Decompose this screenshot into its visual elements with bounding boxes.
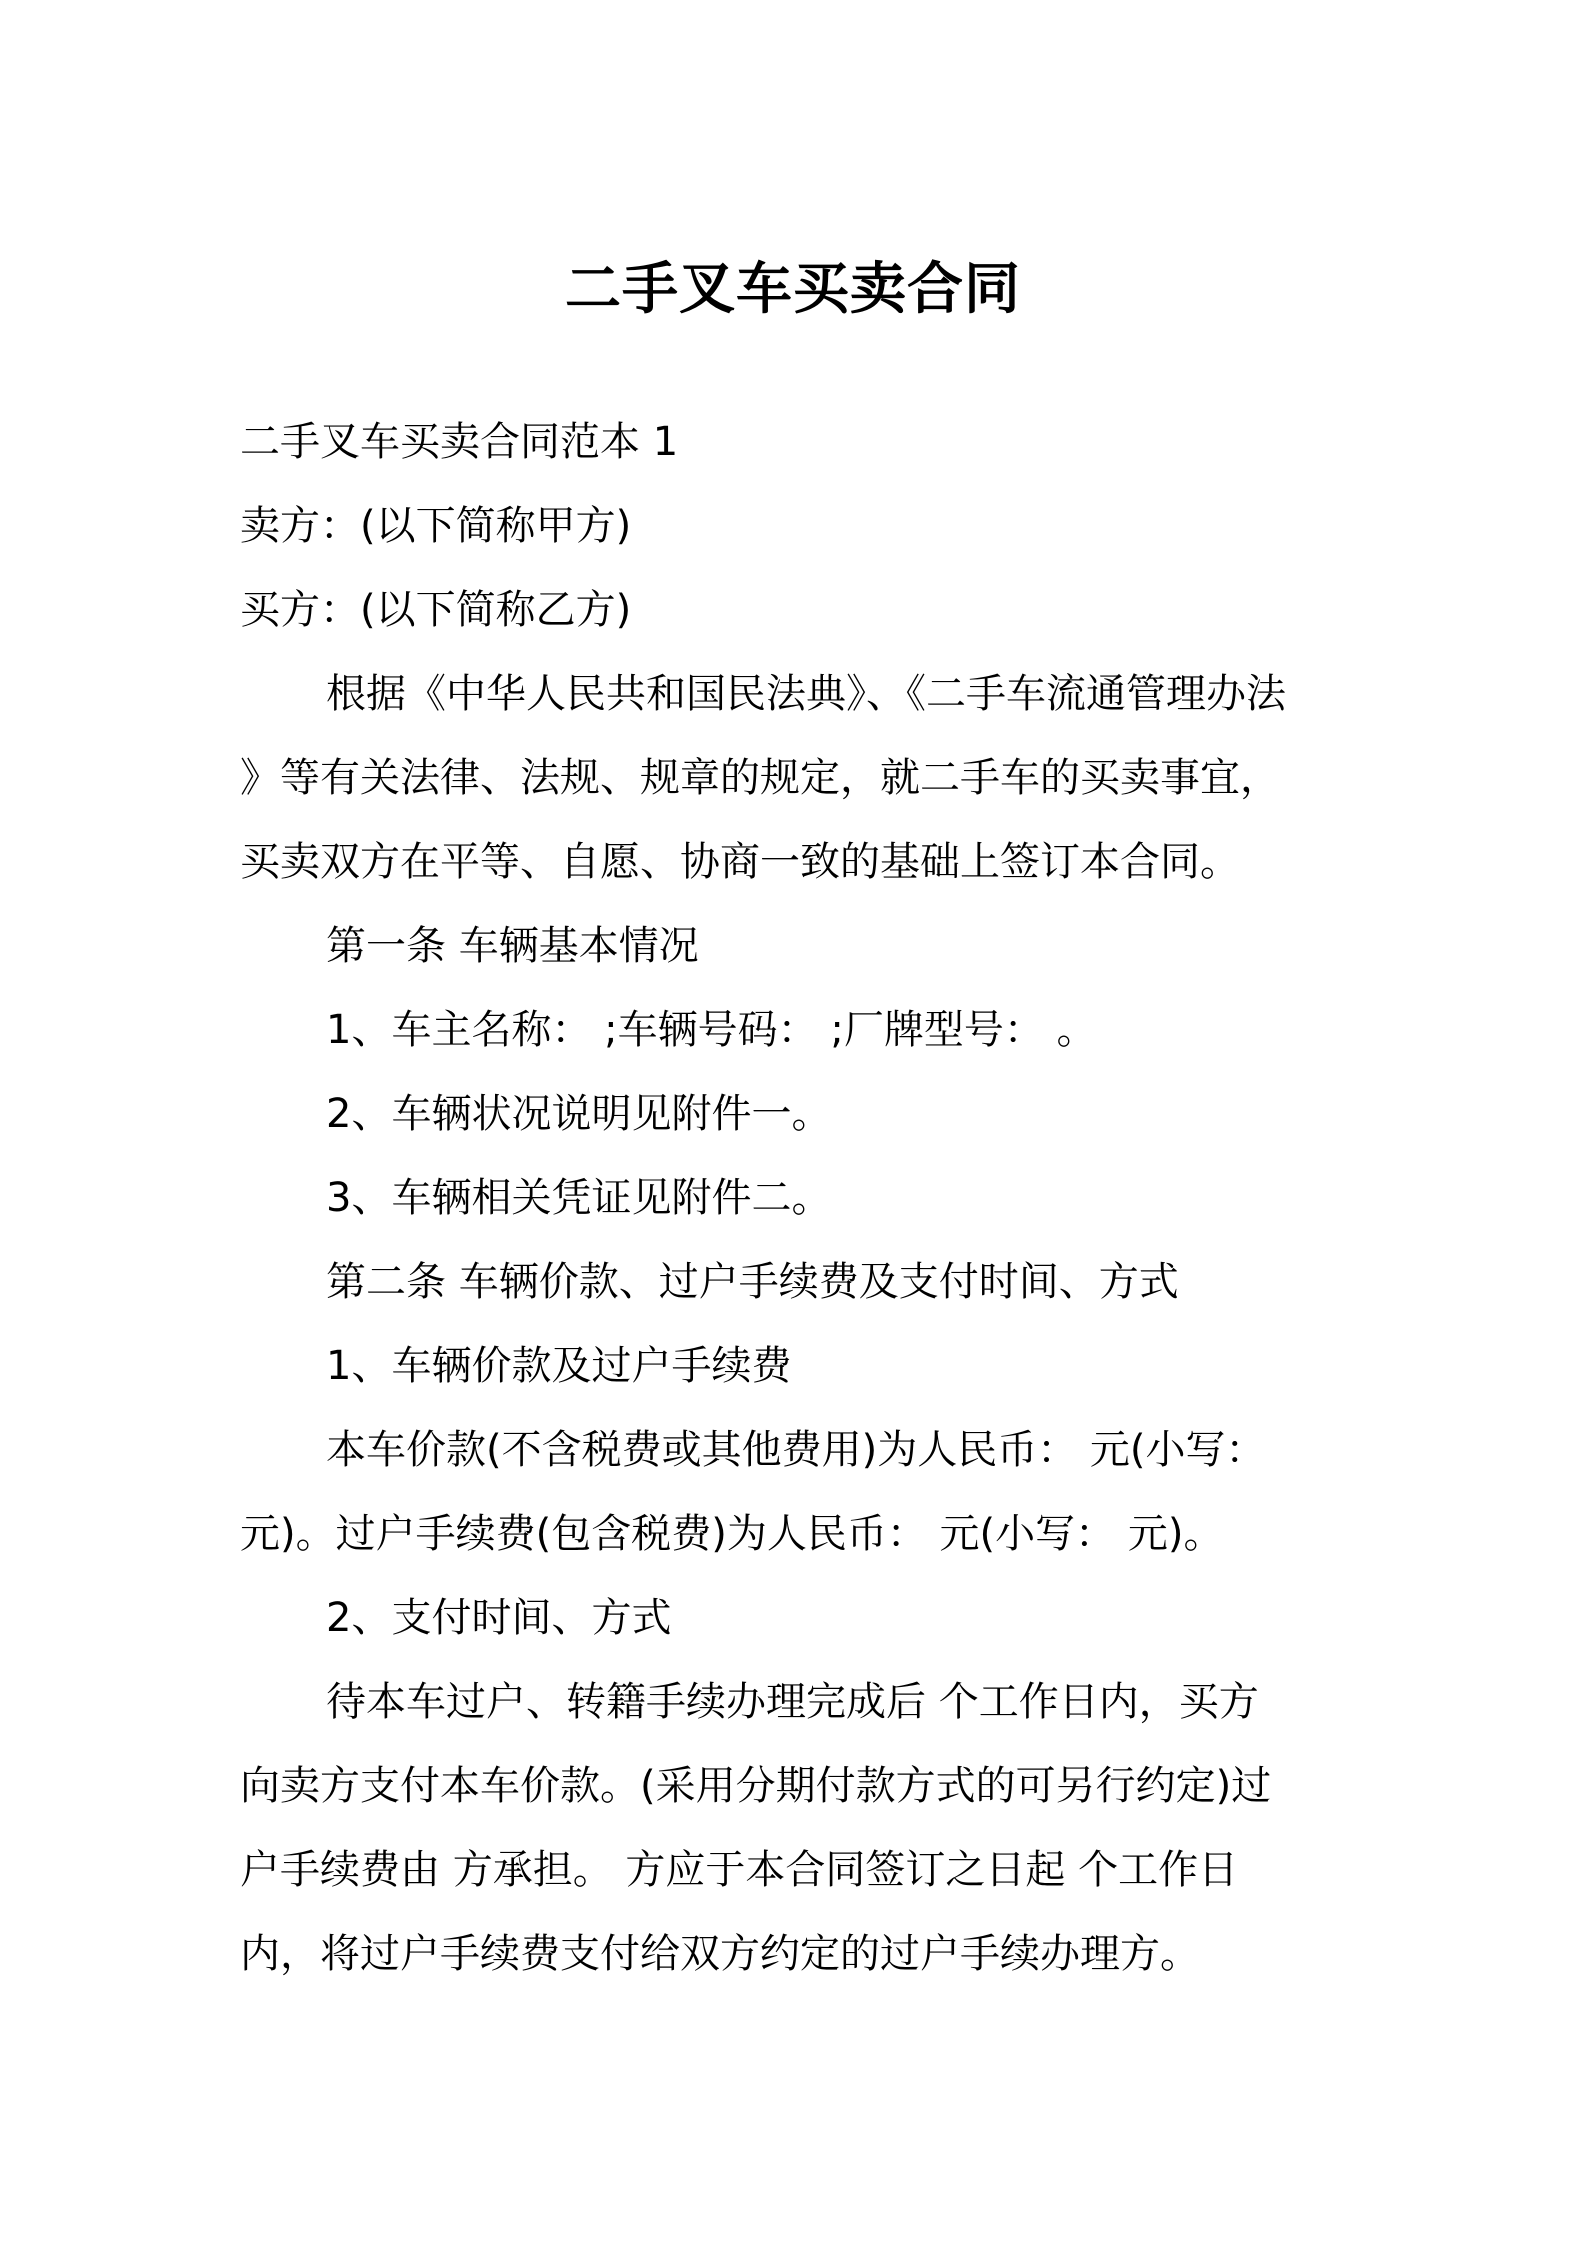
document-line: 向卖方支付本车价款。(采用分期付款方式的可另行约定)过	[240, 1763, 1272, 1809]
document-line: 第一条 车辆基本情况	[326, 923, 699, 969]
document-line: 根据《中华人民共和国民法典》、《二手车流通管理办法	[326, 671, 1286, 717]
document-line: 2、支付时间、方式	[326, 1595, 672, 1641]
document-line: 1、车辆价款及过户手续费	[326, 1343, 792, 1389]
document-line: 二手叉车买卖合同范本 1	[240, 419, 679, 465]
document-title: 二手叉车买卖合同	[565, 257, 1021, 322]
document-line: 》等有关法律、法规、规章的规定，就二手车的买卖事宜，	[240, 755, 1280, 801]
document-line: 元)。过户手续费(包含税费)为人民币： 元(小写： 元)。	[240, 1511, 1224, 1557]
document-line: 买卖双方在平等、自愿、协商一致的基础上签订本合同。	[240, 839, 1240, 885]
document-line: 本车价款(不含税费或其他费用)为人民币： 元(小写：	[326, 1427, 1266, 1473]
document-line: 1、车主名称： ;车辆号码： ;厂牌型号： 。	[326, 1007, 1097, 1053]
document-line: 待本车过户、转籍手续办理完成后 个工作日内，买方	[326, 1679, 1259, 1725]
document-line: 卖方：(以下简称甲方)	[240, 503, 632, 549]
document-body	[240, 400, 1350, 1996]
document-line: 第二条 车辆价款、过户手续费及支付时间、方式	[326, 1259, 1179, 1305]
document-line: 3、车辆相关凭证见附件二。	[326, 1175, 832, 1221]
document-line: 户手续费由 方承担。 方应于本合同签订之日起 个工作日	[240, 1847, 1239, 1893]
document-line: 2、车辆状况说明见附件一。	[326, 1091, 832, 1137]
document-line: 内，将过户手续费支付给双方约定的过户手续办理方。	[240, 1931, 1200, 1977]
document-line: 买方：(以下简称乙方)	[240, 587, 632, 633]
